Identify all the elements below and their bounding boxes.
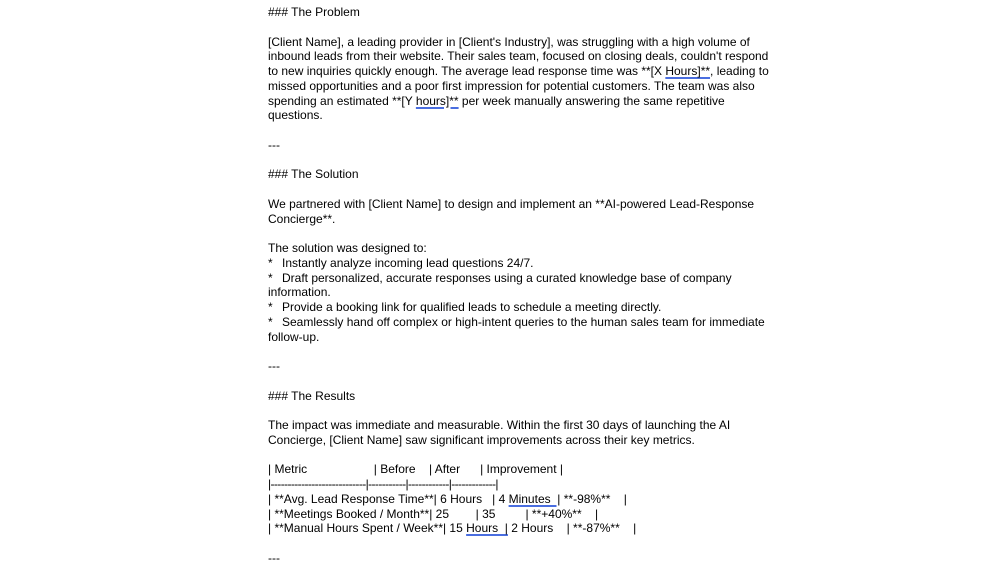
list-item-continuation: information. bbox=[268, 285, 331, 300]
bullet-marker: * bbox=[268, 314, 273, 329]
problem-text bbox=[268, 64, 769, 79]
list-text: Provide a booking link for qualified leads to schedule a meeting directly. bbox=[282, 300, 662, 314]
list-item bbox=[268, 271, 738, 286]
table-header: | Metric | Before | After | Improvement | bbox=[268, 462, 564, 477]
solution-text: Concierge**. bbox=[268, 211, 336, 226]
separator: --- bbox=[268, 550, 280, 565]
problem-text: [Client Name], a leading provider in [Client's Industry], was struggling with a high volume of bbox=[268, 34, 750, 49]
text-segment: , leading to bbox=[710, 64, 769, 78]
spellcheck-word[interactable]: Hours]** bbox=[665, 64, 711, 78]
separator: --- bbox=[268, 137, 280, 152]
results-text: Concierge, [Client Name] saw significant improvements across their key metrics. bbox=[268, 432, 695, 447]
text-segment: per week manually answering the same repetitive bbox=[458, 93, 725, 108]
results-text: The impact was immediate and measurable. Within the first 30 days of launching the AI bbox=[268, 418, 731, 432]
text-segment: 2 Hours | **-87%** | bbox=[507, 521, 637, 536]
text-segment: | **Manual Hours Spent / Week**| 15 bbox=[268, 521, 467, 536]
text-segment: **-98%** | bbox=[560, 491, 627, 506]
problem-heading: ### The Problem bbox=[268, 5, 360, 19]
table-divider: |----------------------------|-----------|------------|-------------| bbox=[268, 477, 498, 491]
table-row: | **Meetings Booked / Month**| 25 | 35 | **+40%** | bbox=[268, 506, 599, 521]
list-text: Draft personalized, accurate responses using a curated knowledge base of company bbox=[282, 270, 732, 285]
problem-text: missed opportunities and a poor first impression for potential customers. The team was also bbox=[268, 78, 755, 93]
list-item-continuation: follow-up. bbox=[268, 329, 320, 344]
problem-text: inbound leads from their website. Their sales team, focused on closing deals, couldn't respond bbox=[268, 49, 769, 64]
solution-intro: The solution was designed to: bbox=[268, 241, 427, 255]
list-text: Instantly analyze incoming lead questions 24/7. bbox=[282, 255, 534, 270]
problem-text: questions. bbox=[268, 108, 323, 123]
text-segment: | **Avg. Lead Response Time**| 6 Hours | 4 bbox=[268, 491, 509, 506]
spellcheck-word[interactable]: hours]** bbox=[415, 93, 459, 108]
list-text: Seamlessly hand off complex or high-intent queries to the human sales team for immediate bbox=[282, 314, 765, 329]
table-row bbox=[268, 521, 738, 536]
text-segment: spending an estimated **[Y bbox=[268, 93, 416, 108]
solution-heading: ### The Solution bbox=[268, 167, 359, 182]
table-row bbox=[268, 492, 738, 507]
list-item bbox=[268, 256, 738, 271]
text-segment: to new inquiries quickly enough. The average lead response time was **[X bbox=[268, 64, 666, 78]
bullet-marker: * bbox=[268, 300, 273, 314]
separator: --- bbox=[268, 359, 280, 373]
problem-text bbox=[268, 94, 738, 109]
list-item bbox=[268, 300, 738, 315]
bullet-marker: * bbox=[268, 270, 273, 285]
document-body[interactable] bbox=[268, 5, 769, 566]
solution-text: We partnered with [Client Name] to design and implement an **AI-powered Lead-Response bbox=[268, 196, 755, 211]
spellcheck-word[interactable]: Minutes | bbox=[508, 491, 561, 506]
spellcheck-word[interactable]: Hours | bbox=[466, 521, 508, 536]
bullet-marker: * bbox=[268, 255, 273, 270]
results-heading: ### The Results bbox=[268, 388, 356, 403]
list-item bbox=[268, 314, 765, 330]
